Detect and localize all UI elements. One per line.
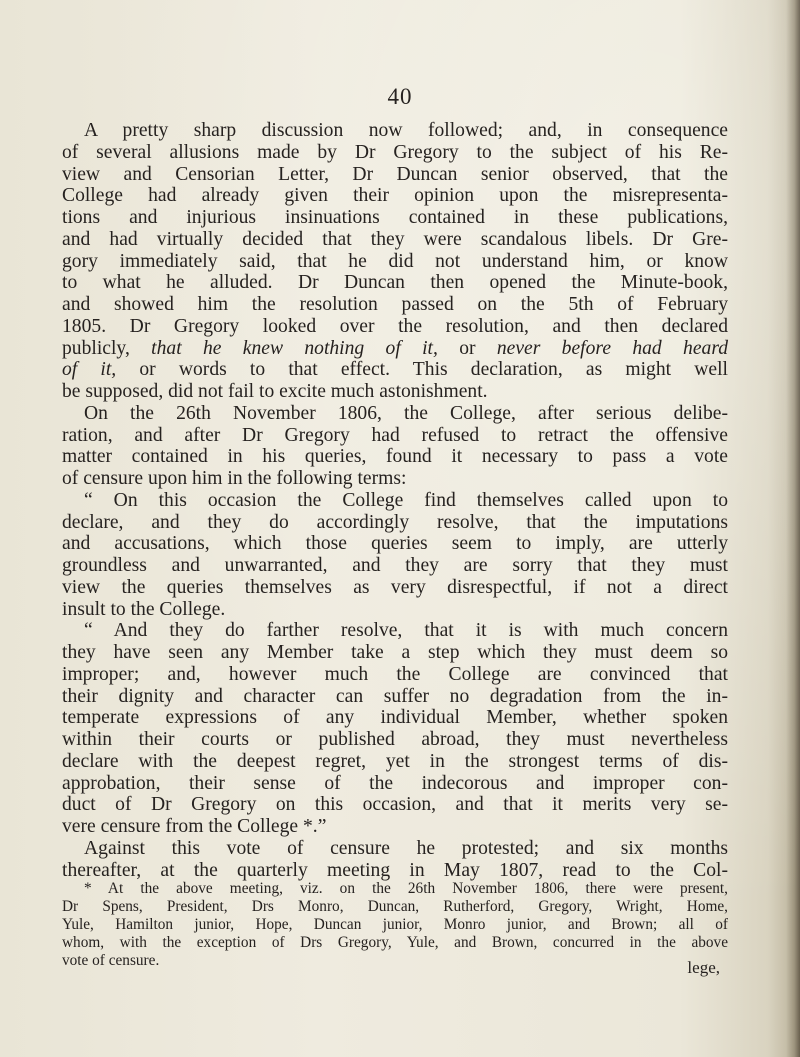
text-line: 1805. Dr Gregory looked over the resolution, and then declared [62, 315, 728, 337]
italic-quote: that he knew nothing of it, [151, 337, 438, 359]
text-line: duct of Dr Gregory on this occasion, and that it merits very se- [62, 794, 728, 816]
text-line: of censure upon him in the following terms: [62, 468, 407, 489]
text-line: improper; and, however much the College are convinced that [62, 663, 728, 685]
text-line: ration, and after Dr Gregory had refused to retract the offensive [62, 424, 728, 446]
text-line: approbation, their sense of the indecorous and improper con- [62, 772, 728, 794]
text-line-mixed [62, 338, 728, 360]
text-line: they have seen any Member take a step which they must deem so [62, 642, 728, 663]
footnote-line: whom, with the exception of Drs Gregory, Yule, and Brown, concurred in the above [62, 934, 728, 951]
text-line: temperate expressions of any individual Member, whether spoken [62, 707, 728, 729]
text-line: “ And they do farther resolve, that it is with much concern [84, 620, 728, 642]
text-line: thereafter, at the quarterly meeting in May 1807, read to the Col- [62, 859, 728, 881]
text-line: to what he alluded. Dr Duncan then opened the Minute-book, [62, 272, 728, 294]
text-line: tions and injurious insinuations contained in these publications, [62, 207, 728, 228]
page-number: 40 [387, 84, 413, 109]
footnote-line: * At the above meeting, viz. on the 26th November 1806, there were present, [84, 880, 728, 897]
text-line: and showed him the resolution passed on the 5th of February [62, 294, 728, 315]
text-line: insult to the College. [62, 598, 226, 620]
text-line: vere censure from the College *.” [62, 816, 327, 837]
text-line: of several allusions made by Dr Gregory to the subject of his Re- [62, 141, 728, 163]
text-line: and had virtually decided that they were scandalous libels. Dr Gre- [62, 228, 728, 250]
text-line: Against this vote of censure he protested; and six months [84, 837, 728, 859]
text-segment: publicly, [62, 337, 130, 359]
text-segment: or words to that effect. This declaration, as might well [139, 359, 728, 381]
text-line: College had already given their opinion upon the misrepresenta- [62, 185, 728, 207]
text-line: be supposed, did not fail to excite much astonishment. [62, 381, 488, 402]
italic-quote: of it, [62, 359, 117, 381]
footnote [62, 880, 728, 970]
text-line: On the 26th November 1806, the College, after serious delibe- [84, 402, 728, 424]
footnote-line: Dr Spens, President, Drs Monro, Duncan, Rutherford, Gregory, Wright, Home, [62, 898, 728, 915]
text-line: declare, and they do accordingly resolve, that the imputations [62, 511, 728, 533]
text-line: their dignity and character can suffer no degradation from the in- [62, 685, 728, 707]
text-line: view the queries themselves as very disrespectful, if not a direct [62, 576, 728, 598]
text-line-mixed [62, 359, 728, 381]
text-line: view and Censorian Letter, Dr Duncan senior observed, that the [62, 163, 728, 185]
text-line: and accusations, which those queries seem to imply, are utterly [62, 533, 728, 555]
text-line: matter contained in his queries, found it necessary to pass a vote [62, 446, 728, 468]
footnote-line: vote of censure. [62, 952, 160, 969]
footnote-line: Yule, Hamilton junior, Hope, Duncan junior, Monro junior, and Brown; all of [62, 916, 728, 933]
text-line: within their courts or published abroad, they must nevertheless [62, 729, 728, 750]
text-line: declare with the deepest regret, yet in the strongest terms of dis- [62, 750, 728, 772]
body-text [62, 120, 728, 881]
text-segment: or [459, 337, 476, 359]
catchword: lege, [687, 958, 720, 977]
text-line: “ On this occasion the College find themselves called upon to [84, 489, 728, 511]
page-edge-shadow [786, 0, 800, 1057]
italic-quote: never before had heard [496, 337, 729, 359]
text-line: A pretty sharp discussion now followed; and, in consequence [84, 120, 728, 141]
text-line: gory immediately said, that he did not understand him, or know [62, 250, 728, 272]
text-line: groundless and unwarranted, and they are sorry that they must [62, 555, 728, 576]
